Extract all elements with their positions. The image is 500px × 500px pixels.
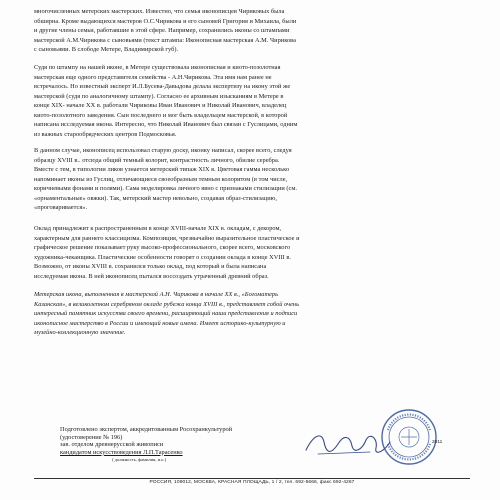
text-line: коричневыми фонами и полями). Сама моделировка личного явно с признаками стилизации (см.	[34, 185, 298, 193]
text-line: Судя по штампу на нашей иконе, в Метере существовала иконописная и киото-позолотная	[34, 64, 281, 71]
text-line: графическое решение показывает руку высоко-профессионального, скорее всего, московского	[34, 244, 291, 252]
text-line: Вместе с тем, в типологии ликов узнается метерский типаж XIX в. Цветовая гамма несколько	[34, 166, 290, 174]
text-line: иконописное мастерство в России и имеющий новые имена. Имеет историко-культурную и	[34, 319, 286, 327]
expert-credential: Подготовлено экспертом, аккредитованным Росохранкультурой	[60, 426, 233, 433]
text-line: мастерской А.М.Чирикова с сыновьями (текст штампа: Иконописная мастерская А.М. Чирикова	[34, 36, 296, 44]
registration-number: 2011	[432, 440, 443, 445]
text-line: мастерская еще одного представителя семейства - А.Н.Чирикова. Эта имя нам ранее не	[34, 73, 272, 81]
text-line: многочисленных метерских мастерских. Известно, что семья иконописцев Чириковых была	[34, 8, 285, 15]
text-line: встречалось. Но известный эксперт И.Л.Бусева-Давыдова делала экспертизу на икону этой же	[34, 83, 291, 91]
text-line: В данном случае, иконописец использовал старую доску, иконку написал, скорее всего, следуя	[34, 147, 292, 154]
text-line: Возможно, от иконы XVIII в. сохранился только оклад, под который и была написана	[34, 263, 267, 271]
paragraph-workshops	[34, 7, 470, 55]
paragraph-oklad	[34, 224, 470, 281]
paragraph-conclusion	[34, 290, 470, 338]
text-line: с сыновьями. В слободе Метере, Владимирской губ).	[34, 46, 179, 54]
paragraph-stamp-attribution	[34, 63, 470, 139]
text-line: музейно-коллекционную значение.	[34, 329, 126, 337]
text-line: художника-чеканщика. Пластические особенности говорят о создании оклада в конце XVIII в.	[34, 253, 291, 261]
official-stamp	[380, 408, 438, 466]
expert-name	[60, 449, 232, 457]
text-line: Оклад принадлежит к распространенным в конце XVIII-начале XIX в. окладам, с декором,	[34, 225, 282, 232]
expert-signature-block	[60, 426, 232, 464]
text-line: конце XIX- начале XX в. работали Чириковы Иван Иванович и Николай Иванович, владелец	[34, 102, 287, 110]
text-line: написана исследуемая икона. Интересно, что Николай Иванович был связан с Гуслицами, одним	[34, 121, 298, 129]
text-line: «орнаментальные» овжки). Так, метерский мастер невольно, создавая образ-стилизацию,	[34, 194, 278, 202]
text-line: Казанская», в великолепном серебряном окладе рубежа конца XVIII в., представляет собой очень	[34, 300, 299, 308]
text-line: характерным для раннего классицизма. Композиция, чрезвычайно выразительное пластическое и	[34, 234, 300, 242]
text-line: образцу XVIII в.. отсюда общий темный колорит, контрастность личного, обилие серебра.	[34, 156, 280, 164]
expert-position: зав. отделом древнерусской живописи	[60, 441, 164, 449]
footer-address: РОССИЯ, 109012, МОСКВА, КРАСНАЯ ПЛОЩАДЬ, 1 / 2, тел. 692-5666, факс 692-4267	[149, 480, 355, 485]
position-caption: ( должность, фамилия, и.о.)	[112, 457, 167, 463]
text-line: киото-позолотного заведения. Сын последнего и мог быть владельцем мастерской, в которой	[34, 111, 288, 119]
text-line: обширна. Кроме выдающихся мастеров О.С.Чирикова и его сыновей Григория и Михаила, были	[34, 17, 297, 25]
paragraph-style-analysis	[34, 146, 470, 213]
text-line: мастерской (судя по аналогичному штампу). Согласно ее архивным изысканиям в Метере в	[34, 92, 284, 100]
footer-divider	[34, 478, 470, 479]
text-line: напоминает иконы из Гуслиц, отличающиеся своеобразным темным колоритом (в том числе,	[34, 175, 288, 183]
text-line: Метерская икона, выполненная в мастерской А.Н. Чирикова в начале XX в., «Богоматерь	[34, 291, 279, 298]
text-line: из важных старообрядческих центров Подмосковья.	[34, 130, 177, 138]
text-line: исследуемая икона. В ней иконописец пытался воссоздать утраченный древний образ.	[34, 272, 269, 280]
certificate-number: (удостоверение № 196)	[60, 433, 123, 441]
text-line: интересный памятник искусства своего времени, расширяющий наши представления и подписи	[34, 310, 298, 318]
text-line: и другие члены семьи, работавшие в этой сфере. Например, сохранились иконы со штампами	[34, 27, 290, 35]
expert-name-text: кандидатом искусствоведения Л.П.Тарасенко	[60, 448, 183, 456]
text-line: «проговаривается».	[34, 204, 88, 212]
